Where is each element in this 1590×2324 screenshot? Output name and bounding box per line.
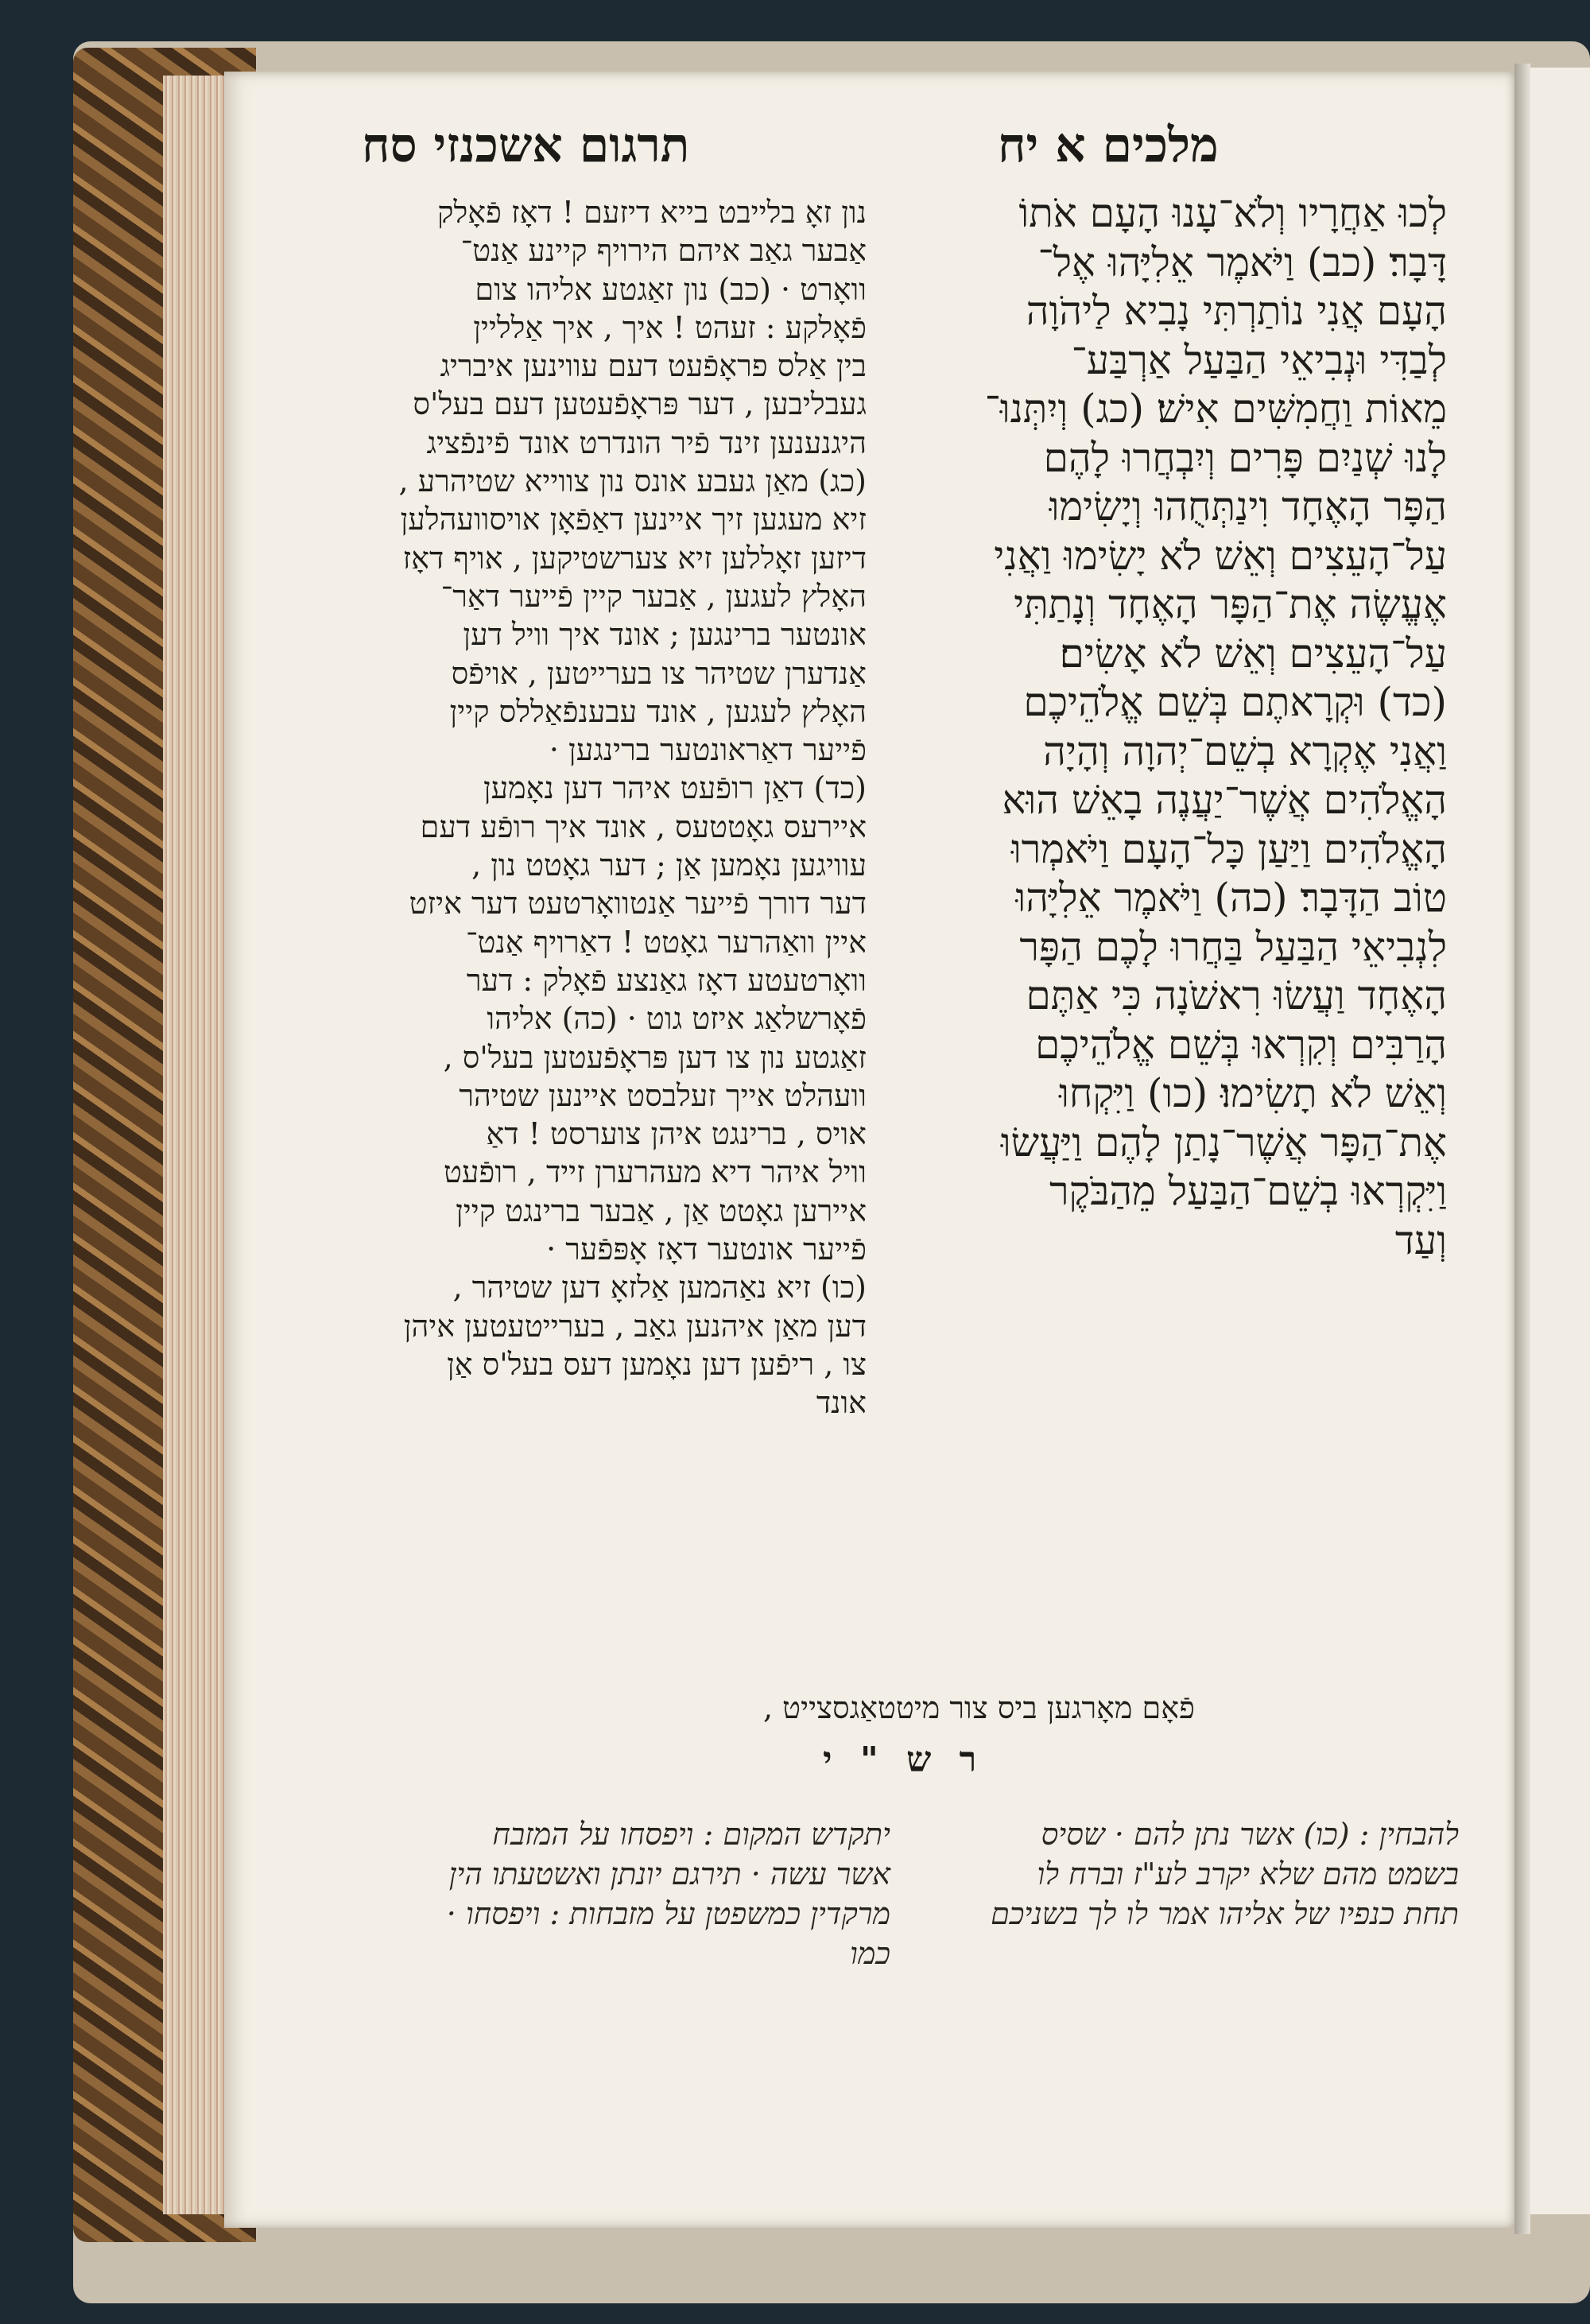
yiddish-line: בין אַלס פראָפֿעט דעם עווינען איבריג [440,348,867,384]
yiddish-line: (כג) מאַן געבע אונס נון צווייא שטיהרע , [398,464,867,499]
hebrew-line: הָאֱלֹהִים אֲשֶׁר־יַעֲנֶה בָאֵשׁ הוּא [1002,777,1447,823]
running-head-translation-title: תרגום אשכנזי סח [362,118,690,173]
page-edges [163,76,227,2214]
rashi-line: מרקדין כמשפטן על מזבחות : ויפסחו · [446,1896,890,1931]
hebrew-line: וַיִּקְרְאוּ בְשֵׁם־הַבַּעַל מֵהַבֹּקֶר [1049,1168,1447,1214]
yiddish-line: זיא מעגען זיך איינען דאַפֿאָן אויסוועהלען [400,502,867,537]
hebrew-line: לָנוּ שְׁנַיִם פָּרִים וְיִבְחֲרוּ לָהֶם [1043,434,1447,481]
hebrew-line: הָעָם אֲנִי נוֹתַרְתִּי נָבִיא לַיהֹוָה [1026,288,1447,334]
yiddish-line: איירעס גאָטטעס , אונד איך רופֿע דעם [420,809,867,844]
yiddish-line: פֿאָרשלאַג איזט גוט · (כה) אליהו [487,1001,867,1037]
rashi-commentary-left [326,1814,890,1973]
yiddish-line: אונטער ברינגען ; אונד איך וויל דען [463,617,867,653]
hebrew-line: דָּבָר׃ (כב) וַיֹּאמֶר אֵלִיָּהוּ אֶל־ [1037,239,1447,285]
yiddish-line: אַבער גאַב איהם הירויף קיינע אַנט־ [460,233,867,269]
yiddish-line: אַנדערן שטיהר צו בערייטען , אויפֿס [451,655,867,691]
yiddish-line: זאַגטע נון צו דען פּראָפֿעטען בעל'ס , [443,1039,867,1075]
hebrew-line: עַל־הָעֵצִים וְאֵשׁ לֹא יָשִׂימוּ וַאֲנִי [994,532,1447,579]
yiddish-line: אויס , ברינגט איהן צוערסט ! דאַ [486,1116,867,1152]
hebrew-line: לְכוּ אַחֲרָיו וְלֹא־עָנוּ הָעָם אֹתוֹ [1018,190,1447,236]
yiddish-line: איירען גאָטט אַן , אַבער ברינגט קיין [456,1193,867,1228]
yiddish-line: פֿייער אונטער דאָז אָפּפֿער · [546,1232,867,1267]
yiddish-line: נון זאָ בלייבט בייא דיזעם ! דאָז פֿאָלק [437,195,867,230]
yiddish-line: האָלץ לעגען , אונד עבענפֿאַללס קיין [449,693,867,729]
hebrew-line: (כד) וּקְרָאתֶם בְּשֵׁם אֱלֹהֵיכֶם [1023,679,1447,725]
rashi-line: בשמט מהם שלא יקרב לע"ז וברח לו [1037,1856,1459,1891]
yiddish-line: וואָרט · (כב) נון זאַגטע אליהו צום [475,271,867,307]
hebrew-line: אֶעֱשֶׂה אֶת־הַפָּר הָאֶחָד וְנָתַתִּי [1014,581,1447,627]
facing-page-edge [1530,68,1590,2214]
book-spine [1514,64,1530,2234]
yiddish-line: פֿאָלקע : זעהט ! איך , איך אַלליין [473,309,867,345]
hebrew-line: וְעַד [1394,1216,1447,1263]
yiddish-line: איין וואַהרער גאָטט ! דאַרויף אַנט־ [465,924,867,960]
hebrew-line: עַל־הָעֵצִים וְאֵשׁ לֹא אָשִׂים׃ [1059,630,1447,677]
hebrew-line: אֶת־הַפָּר אֲשֶׁר־נָתַן לָהֶם וַיַּעֲשׂוּ [1000,1119,1447,1166]
yiddish-line: וואָרטעטע דאָז גאַנצע פֿאָלק : דער [466,962,867,998]
rashi-line: כמו [850,1936,890,1971]
yiddish-line: היגנענען זינד פֿיר הונדרט אונד פֿינפֿציג [426,425,867,460]
hebrew-text-column [906,189,1447,1265]
hebrew-line: לְבַדִּי וּנְבִיאֵי הַבַּעַל אַרְבַּע־ [1071,336,1447,383]
hebrew-line: וְאֵשׁ לֹא תָשִׂימוּ׃ (כו) וַיִּקְחוּ [1059,1070,1447,1116]
hebrew-line: לִנְבִיאֵי הַבַּעַל בַּחֲרוּ לָכֶם הַפָּר [1019,923,1447,970]
hebrew-line: הָאֱלֹהִים וַיַּעַן כָּל־הָעָם וַיֹּאמְרוּ [1011,825,1447,872]
yiddish-line: אונד [816,1385,867,1421]
hebrew-line: וַאֲנִי אֶקְרָא בְשֵׁם־יְהוָה וְהָיָה [1043,727,1447,774]
yiddish-line: דער דורך פֿייער אַנטוואָרטעט דער איזט [409,886,867,921]
yiddish-line: האָלץ לעגען , אַבער קיין פֿייער דאַר־ [440,578,867,614]
rashi-line: תחת כנפיו של אליהו אמר לו לך בשניכם [991,1896,1459,1931]
translation-continuation-line: פֿאָם מאָרגען ביס צור מיטטאַגסצייט , [763,1690,1195,1725]
running-head-book-title: מלכים א יח [998,118,1219,173]
yiddish-line: דיזען זאָללען זיא צערשטיקען , אויף דאָז [402,540,867,576]
yiddish-line: צו , ריפֿען דען נאָמען דעס בעל'ס אַן [447,1346,867,1382]
rashi-line: יתקדש המקום : ויפסחו על המזבח [492,1817,890,1852]
yiddish-line: עוויגען נאָמען אַן ; דער גאָטט נון , [471,848,867,883]
yiddish-translation-column [326,193,867,1422]
hebrew-line: טוֹב הַדָּבָר׃ (כה) וַיֹּאמֶר אֵלִיָּהוּ [1015,875,1447,921]
yiddish-line: פֿייער דאַראונטער ברינגען · [549,732,867,768]
rashi-line: אשר עשה · תירגם יונתן ואשטעתו הין [448,1856,890,1891]
yiddish-line: וועהלט אייך זעלבסט איינען שטיהר [459,1077,867,1113]
rashi-heading: ר ש " י [823,1740,985,1780]
hebrew-line: הָרַבִּים וְקִרְאוּ בְּשֵׁם אֱלֹהֵיכֶם [1035,1021,1447,1068]
yiddish-line: וויל איהר דיא מעהרערן זייד , רופֿעט [443,1154,867,1190]
yiddish-line: (כו) זיא נאַהמען אַלזאָ דען שטיהר , [452,1270,867,1306]
yiddish-line: געבליבען , דער פּראָפֿעטען דעם בעל'ס [413,386,867,422]
yiddish-line: דען מאַן איהנען גאַב , בערייטעטען איהן [403,1308,867,1344]
rashi-line: להבחין : (כו) אשר נתן להם · שסיס [1041,1817,1459,1852]
rashi-commentary-right [918,1814,1459,1934]
hebrew-line: הַפָּר הָאֶחָד וִינַתְּחֻהוּ וְיָשִׂימוּ [1049,483,1447,530]
hebrew-line: מֵאוֹת וַחֲמִשִּׁים אִישׁ׃ (כג) וְיִתְּנוּ־ [984,386,1447,432]
yiddish-line: (כד) דאַן רופֿעט איהר דען נאָמען [483,770,867,806]
hebrew-line: הָאֶחָד וַעֲשׂוּ רִאשֹׁנָה כִּי אַתֶּם [1026,972,1447,1018]
